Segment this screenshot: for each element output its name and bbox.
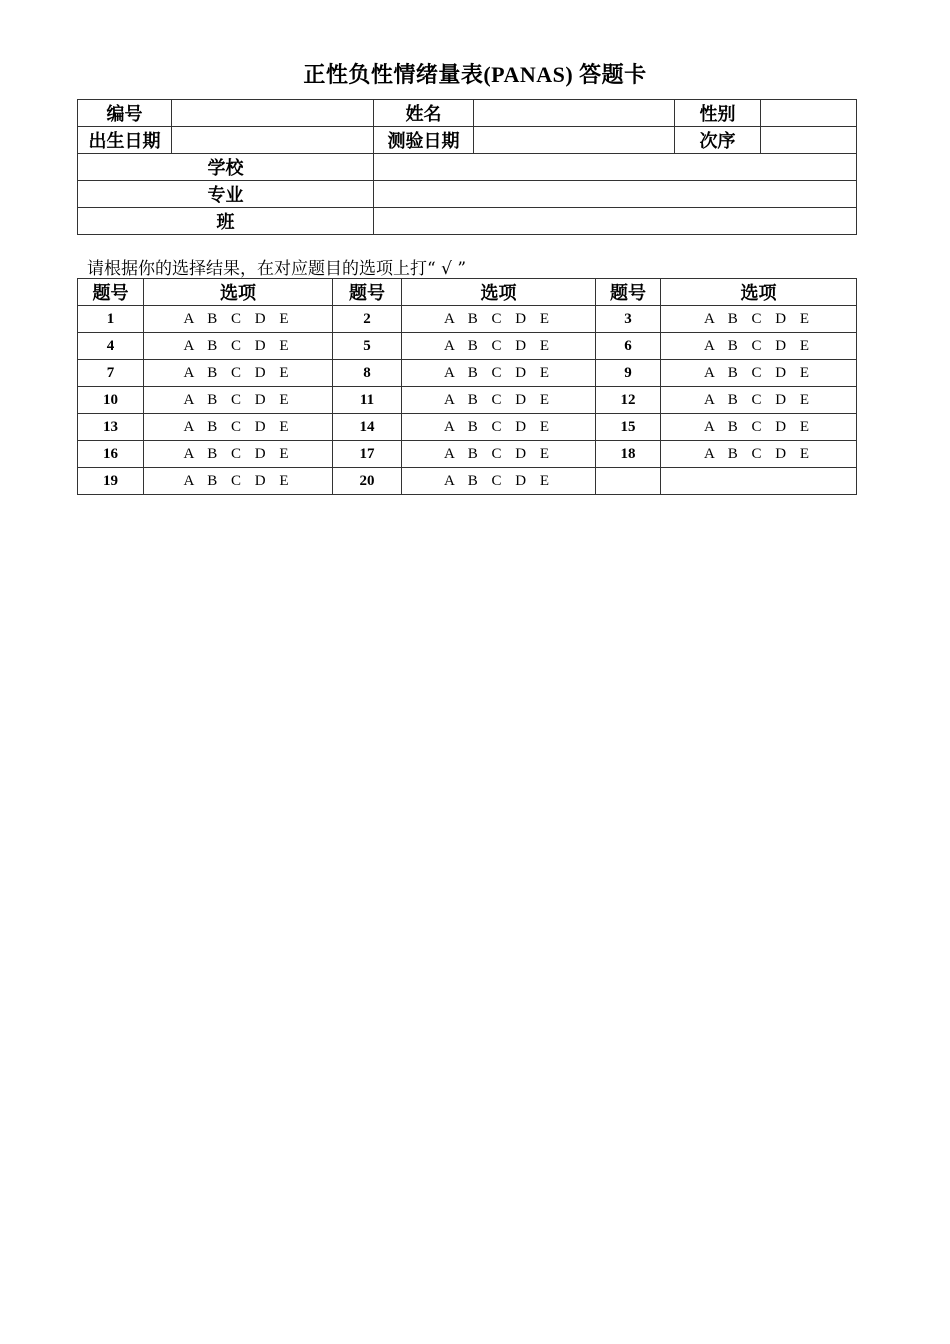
info-row-3 bbox=[78, 154, 857, 181]
class-field[interactable] bbox=[374, 208, 857, 235]
answer-options[interactable]: A B C D E bbox=[402, 441, 596, 468]
answer-options[interactable]: A B C D E bbox=[144, 360, 333, 387]
question-number: 2 bbox=[333, 306, 402, 333]
table-row bbox=[78, 387, 857, 414]
answer-options[interactable]: A B C D E bbox=[144, 414, 333, 441]
major-field[interactable] bbox=[374, 181, 857, 208]
name-label: 姓名 bbox=[374, 100, 474, 127]
empty-cell bbox=[661, 468, 857, 495]
header-question-number: 题号 bbox=[78, 279, 144, 306]
answer-options[interactable]: A B C D E bbox=[144, 333, 333, 360]
header-options: 选项 bbox=[144, 279, 333, 306]
question-number: 9 bbox=[596, 360, 661, 387]
header-question-number: 题号 bbox=[596, 279, 661, 306]
question-number: 18 bbox=[596, 441, 661, 468]
answer-options[interactable]: A B C D E bbox=[144, 306, 333, 333]
question-number: 11 bbox=[333, 387, 402, 414]
header-options: 选项 bbox=[402, 279, 596, 306]
info-row-5 bbox=[78, 208, 857, 235]
answer-options[interactable]: A B C D E bbox=[661, 441, 857, 468]
question-number: 14 bbox=[333, 414, 402, 441]
order-field[interactable] bbox=[761, 127, 857, 154]
question-number: 10 bbox=[78, 387, 144, 414]
answer-options[interactable]: A B C D E bbox=[402, 387, 596, 414]
answer-options[interactable]: A B C D E bbox=[402, 306, 596, 333]
header-question-number: 题号 bbox=[333, 279, 402, 306]
header-options: 选项 bbox=[661, 279, 857, 306]
table-row bbox=[78, 414, 857, 441]
question-number: 15 bbox=[596, 414, 661, 441]
name-field[interactable] bbox=[474, 100, 675, 127]
answer-options[interactable]: A B C D E bbox=[661, 414, 857, 441]
answer-options[interactable]: A B C D E bbox=[661, 387, 857, 414]
table-row bbox=[78, 360, 857, 387]
answer-options[interactable]: A B C D E bbox=[661, 306, 857, 333]
table-row bbox=[78, 306, 857, 333]
question-number: 19 bbox=[78, 468, 144, 495]
answer-options[interactable]: A B C D E bbox=[402, 333, 596, 360]
question-number: 17 bbox=[333, 441, 402, 468]
question-number bbox=[596, 468, 661, 495]
info-table bbox=[77, 99, 857, 235]
table-row bbox=[78, 441, 857, 468]
table-row bbox=[78, 468, 857, 495]
info-row-2 bbox=[78, 127, 857, 154]
major-label: 专业 bbox=[78, 181, 374, 208]
question-number: 4 bbox=[78, 333, 144, 360]
gender-field[interactable] bbox=[761, 100, 857, 127]
question-number: 12 bbox=[596, 387, 661, 414]
question-number: 8 bbox=[333, 360, 402, 387]
question-number: 20 bbox=[333, 468, 402, 495]
answer-options[interactable]: A B C D E bbox=[402, 414, 596, 441]
school-label: 学校 bbox=[78, 154, 374, 181]
id-field[interactable] bbox=[172, 100, 374, 127]
question-number: 3 bbox=[596, 306, 661, 333]
instruction-text: 请根据你的选择结果，在对应题目的选项上打“ √ ” bbox=[87, 259, 467, 279]
birth-date-label: 出生日期 bbox=[78, 127, 172, 154]
school-field[interactable] bbox=[374, 154, 857, 181]
question-number: 7 bbox=[78, 360, 144, 387]
order-label: 次序 bbox=[675, 127, 761, 154]
answer-options[interactable]: A B C D E bbox=[402, 360, 596, 387]
question-number: 5 bbox=[333, 333, 402, 360]
gender-label: 性别 bbox=[675, 100, 761, 127]
question-number: 16 bbox=[78, 441, 144, 468]
page-title: 正性负性情绪量表(PANAS) 答题卡 bbox=[303, 62, 647, 87]
question-number: 13 bbox=[78, 414, 144, 441]
answer-options[interactable]: A B C D E bbox=[661, 333, 857, 360]
answer-header-row bbox=[78, 279, 857, 306]
id-label: 编号 bbox=[78, 100, 172, 127]
question-number: 1 bbox=[78, 306, 144, 333]
answer-table bbox=[77, 278, 857, 495]
table-row bbox=[78, 333, 857, 360]
question-number: 6 bbox=[596, 333, 661, 360]
answer-options[interactable]: A B C D E bbox=[661, 360, 857, 387]
test-date-label: 测验日期 bbox=[374, 127, 474, 154]
birth-date-field[interactable] bbox=[172, 127, 374, 154]
info-row-4 bbox=[78, 181, 857, 208]
answer-options[interactable]: A B C D E bbox=[144, 441, 333, 468]
info-row-1 bbox=[78, 100, 857, 127]
answer-options[interactable]: A B C D E bbox=[144, 387, 333, 414]
test-date-field[interactable] bbox=[474, 127, 675, 154]
answer-options[interactable]: A B C D E bbox=[402, 468, 596, 495]
answer-options[interactable]: A B C D E bbox=[144, 468, 333, 495]
class-label: 班 bbox=[78, 208, 374, 235]
